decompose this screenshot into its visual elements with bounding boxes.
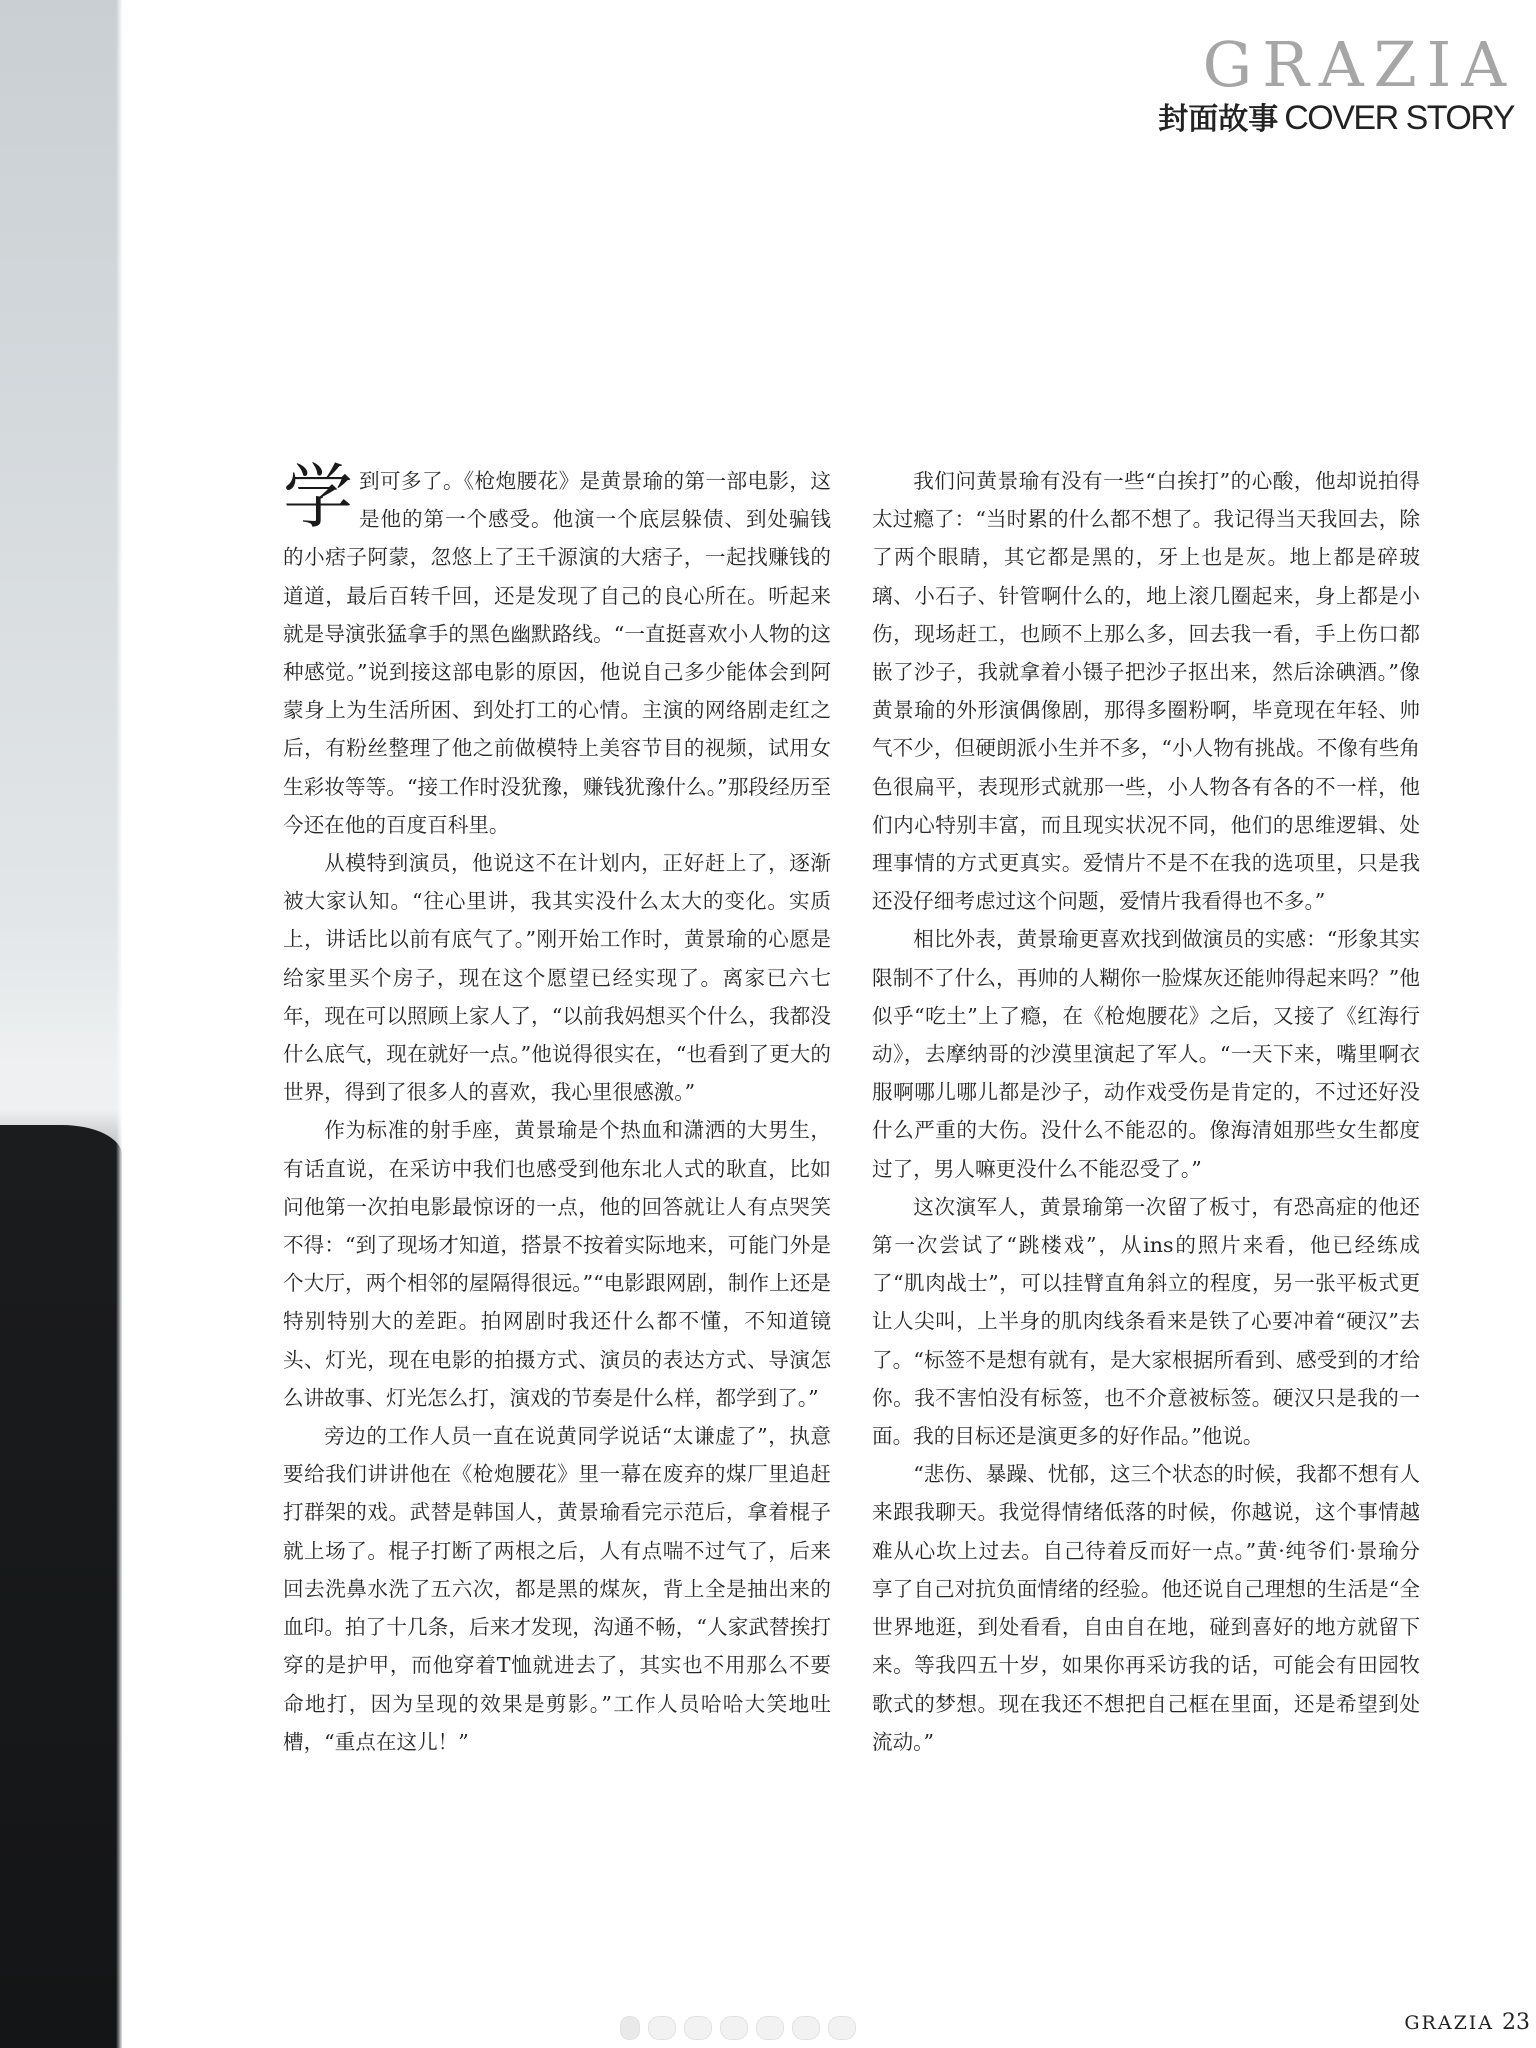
page-number: 23	[1502, 2010, 1530, 2035]
article-paragraph: “悲伤、暴躁、忧郁，这三个状态的时候，我都不想有人来跟我聊天。我觉得情绪低落的时候，你越说，这个事情越难从心坎上过去。自己待着反而好一点。”黄·纯爷们·景瑜分享了自己对抗负面情绪的经验。他还说自己理想的生活是“全世界地逛，到处看看，自由自在地，碰到喜好的地方就留下来。等我四五十岁，如果你再采访我的话，可能会有田园牧歌式的梦想。现在我还不想把自己框在里面，还是希望到处流动。”	[872, 1462, 1420, 1754]
footer-brand: GRAZIA	[1404, 2012, 1494, 2034]
article-paragraph: 相比外表，黄景瑜更喜欢找到做演员的实感：“形象其实限制不了什么，再帅的人糊你一脸煤灰还能帅得起来吗？”他似乎“吃土”上了瘾，在《枪炮腰花》之后，又接了《红海行动》，去摩纳哥的沙漠里演起了军人。“一天下来，嘴里啊衣服啊哪儿哪儿都是沙子，动作戏受伤是肯定的，不过还好没什么严重的大伤。没什么不能忍的。像海清姐那些女生都度过了，男人嘛更没什么不能忍受了。”	[872, 927, 1420, 1181]
drop-cap: 学	[283, 456, 353, 538]
photo-dark-figure	[0, 1125, 122, 2048]
watermark-dot	[684, 2016, 712, 2040]
watermark-dots	[620, 2016, 856, 2040]
article-paragraph	[283, 456, 831, 844]
article-paragraph: 我们问黄景瑜有没有一些“白挨打”的心酸，他却说拍得太过瘾了：“当时累的什么都不想了。我记得当天我回去，除了两个眼睛，其它都是黑的，牙上也是灰。地上都是碎玻璃、小石子、针管啊什么的，地上滚几圈起来，身上都是小伤，现场赶工，也顾不上那么多，回去我一看，手上伤口都嵌了沙子，我就拿着小镊子把沙子抠出来，然后涂碘酒。”像黄景瑜的外形演偶像剧，那得多圈粉啊，毕竟现在年轻、帅气不少，但硬朗派小生并不多，“小人物有挑战。不像有些角色很扁平，表现形式就那一些，小人物各有各的不一样，他们内心特别丰富，而且现实状况不同，他们的思维逻辑、处理事情的方式更真实。爱情片不是不在我的选项里，只是我还没仔细考虑过这个问题，爱情片我看得也不多。”	[872, 469, 1420, 914]
article-paragraph: 从模特到演员，他说这不在计划内，正好赶上了，逐渐被大家认知。“往心里讲，我其实没什么太大的变化。实质上，讲话比以前有底气了。”刚开始工作时，黄景瑜的心愿是给家里买个房子，现在这个愿望已经实现了。离家已六七年，现在可以照顾上家人了，“以前我妈想买个什么，我都没什么底气，现在就好一点。”他说得很实在，“也看到了更大的世界，得到了很多人的喜欢，我心里很感激。”	[283, 851, 831, 1105]
article-paragraph: 旁边的工作人员一直在说黄同学说话“太谦虚了”，执意要给我们讲讲他在《枪炮腰花》里一幕在废弃的煤厂里追赶打群架的戏。武替是韩国人，黄景瑜看完示范后，拿着棍子就上场了。棍子打断了两根之后，人有点喘不过气了，后来回去洗鼻水洗了五六次，都是黑的煤灰，背上全是抽出来的血印。拍了十几条，后来才发现，沟通不畅，“人家武替挨打穿的是护甲，而他穿着T恤就进去了，其实也不用那么不要命地打，因为呈现的效果是剪影。”工作人员哈哈大笑地吐槽，“重点在这儿！”	[283, 1424, 831, 1754]
watermark-dot	[620, 2016, 640, 2040]
watermark-dot	[792, 2016, 820, 2040]
watermark-dot	[720, 2016, 748, 2040]
cover-photo-strip	[0, 0, 122, 2048]
page-footer	[1404, 2010, 1530, 2035]
photo-edge	[116, 0, 122, 2048]
paragraph-text: 到可多了。《枪炮腰花》是黄景瑜的第一部电影，这是他的第一个感受。他演一个底层躲债、到处骗钱的小痞子阿蒙，忽悠上了王千源演的大痞子，一起找赚钱的道道，最后百转千回，还是发现了自己的良心所在。听起来就是导演张猛拿手的黑色幽默路线。“一直挺喜欢小人物的这种感觉。”说到接这部电影的原因，他说自己多少能体会到阿蒙身上为生活所困、到处打工的心情。主演的网络剧走红之后，有粉丝整理了他之前做模特上美容节目的视频，试用女生彩妆等等。“接工作时没犹豫，赚钱犹豫什么。”那段经历至今还在他的百度百科里。	[283, 469, 831, 837]
watermark-dot	[756, 2016, 784, 2040]
right-column	[872, 462, 1420, 1761]
watermark-dot	[648, 2016, 676, 2040]
section-title	[1158, 94, 1514, 138]
section-title-en: COVER STORY	[1284, 99, 1514, 137]
watermark-dot	[828, 2016, 856, 2040]
article-paragraph: 作为标准的射手座，黄景瑜是个热血和潇洒的大男生，有话直说，在采访中我们也感受到他东北人式的耿直，比如问他第一次拍电影最惊讶的一点，他的回答就让人有点哭笑不得：“到了现场才知道，搭景不按着实际地来，可能门外是个大厅，两个相邻的屋隔得很远。”“电影跟网剧，制作上还是特别特别大的差距。拍网剧时我还什么都不懂，不知道镜头、灯光，现在电影的拍摄方式、演员的表达方式、导演怎么讲故事、灯光怎么打，演戏的节奏是什么样，都学到了。”	[283, 1118, 831, 1410]
article-paragraph: 这次演军人，黄景瑜第一次留了板寸，有恐高症的他还第一次尝试了“跳楼戏”，从ins的照片来看，他已经练成了“肌肉战士”，可以挂臂直角斜立的程度，另一张平板式更让人尖叫，上半身的肌肉线条看来是铁了心要冲着“硬汉”去了。“标签不是想有就有，是大家根据所看到、感受到的才给你。我不害怕没有标签，也不介意被标签。硬汉只是我的一面。我的目标还是演更多的好作品。”他说。	[872, 1194, 1420, 1449]
section-title-cn: 封面故事	[1158, 102, 1279, 137]
left-column	[283, 456, 831, 1761]
masthead-logo: GRAZIA	[1202, 28, 1516, 101]
